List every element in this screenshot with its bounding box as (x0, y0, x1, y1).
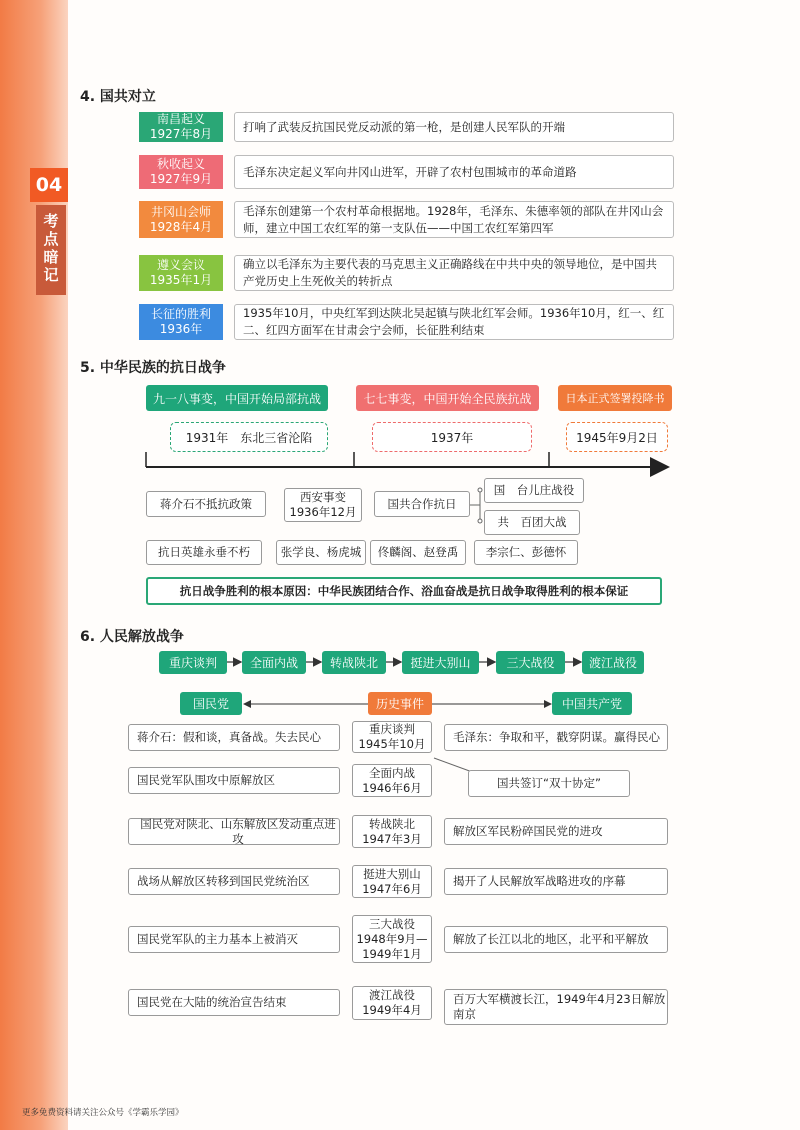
kmt-action: 战场从解放区转移到国民党统治区 (128, 868, 340, 895)
event-description: 1935年10月，中央红军到达陕北吴起镇与陕北红军会师。1936年10月，红一、红二、红四方面军在甘肃会宁会师，长征胜利结束 (234, 304, 674, 340)
chapter-title: 考点暗记 (43, 212, 59, 284)
phase-date: 1937年 (372, 422, 532, 452)
chapter-number: 04 (30, 168, 68, 202)
event-name: 秋收起义 (156, 157, 205, 171)
section-title: 6. 人民解放战争 (80, 629, 184, 645)
event-name: 长征的胜利 (150, 307, 211, 321)
kmt-action: 国民党对陕北、山东解放区发动重点进攻 (128, 818, 340, 845)
header-events: 历史事件 (368, 692, 432, 715)
note-box: 国共签订“双十协定” (468, 770, 630, 797)
event-box: 蒋介石不抵抗政策 (146, 491, 266, 517)
flow-step: 三大战役 (496, 651, 565, 674)
event-description: 毛泽东决定起义军向井冈山进军，开辟了农村包围城市的革命道路 (234, 155, 674, 189)
flow-step: 转战陕北 (322, 651, 386, 674)
flow-step: 挺进大别山 (402, 651, 479, 674)
hero-names: 李宗仁、彭德怀 (474, 540, 578, 565)
root-cause: 抗日战争胜利的根本原因：中华民族团结合作、浴血奋战是抗日战争取得胜利的根本保证 (146, 577, 662, 605)
ccp-action: 揭开了人民解放军战略进攻的序幕 (444, 868, 668, 895)
event-name: 南昌起义 (156, 112, 205, 126)
event-description: 确立以毛泽东为主要代表的马克思主义正确路线在中共中央的领导地位，是中国共产党历史上生死攸关的转折点 (234, 255, 674, 291)
event-name: 遵义会议 (156, 258, 205, 272)
flow-step: 重庆谈判 (159, 651, 227, 674)
event-box: 共 百团大战 (484, 510, 580, 535)
history-event: 三大战役 1948年9月— 1949年1月 (352, 915, 432, 963)
kmt-action: 国民党在大陆的统治宣告结束 (128, 989, 340, 1016)
ccp-action: 毛泽东：争取和平，戳穿阴谋。赢得民心 (444, 724, 668, 751)
ccp-action: 解放区军民粉碎国民党的进攻 (444, 818, 668, 845)
history-event: 渡江战役 1949年4月 (352, 986, 432, 1020)
event-date: 1927年9月 (149, 172, 213, 186)
heroes-label: 抗日英雄永垂不朽 (146, 540, 262, 565)
kmt-action: 蒋介石：假和谈，真备战。失去民心 (128, 724, 340, 751)
history-event: 全面内战 1946年6月 (352, 764, 432, 797)
section-title: 4. 国共对立 (80, 89, 156, 105)
event-date: 1935年1月 (149, 273, 213, 287)
event-box: 国 台儿庄战役 (484, 478, 584, 503)
section-title: 5. 中华民族的抗日战争 (80, 360, 226, 376)
event-date: 1928年4月 (149, 219, 213, 234)
phase-label: 七七事变，中国开始全民族抗战 (356, 385, 539, 411)
flow-step: 全面内战 (242, 651, 306, 674)
event-description: 毛泽东创建第一个农村革命根据地。1928年，毛泽东、朱德率领的部队在井冈山会师，建立中国工农红军的第一支队伍——中国工农红军第四军 (234, 201, 674, 238)
kmt-action: 国民党军队围攻中原解放区 (128, 767, 340, 794)
event-name: 井冈山会师 (150, 204, 211, 219)
event-box: 西安事变 1936年12月 (284, 488, 362, 522)
ccp-action: 解放了长江以北的地区，北平和平解放 (444, 926, 668, 953)
flow-step: 渡江战役 (582, 651, 644, 674)
phase-label: 九一八事变，中国开始局部抗战 (146, 385, 328, 411)
hero-names: 张学良、杨虎城 (276, 540, 366, 565)
phase-label: 日本正式签署投降书 (558, 385, 672, 411)
header-ccp: 中国共产党 (552, 692, 632, 715)
phase-date: 1931年 东北三省沦陷 (170, 422, 328, 452)
event-box: 国共合作抗日 (374, 491, 470, 517)
phase-date: 1945年9月2日 (566, 422, 668, 452)
kmt-action: 国民党军队的主力基本上被消灭 (128, 926, 340, 953)
event-description: 打响了武装反抗国民党反动派的第一枪，是创建人民军队的开端 (234, 112, 674, 142)
event-date: 1936年 (159, 322, 203, 336)
hero-names: 佟麟阁、赵登禹 (370, 540, 466, 565)
history-event: 转战陕北 1947年3月 (352, 815, 432, 848)
history-event: 重庆谈判 1945年10月 (352, 721, 432, 753)
header-kmt: 国民党 (180, 692, 242, 715)
history-event: 挺进大别山 1947年6月 (352, 865, 432, 898)
ccp-action: 百万大军横渡长江，1949年4月23日解放南京 (444, 989, 668, 1025)
footer-note: 更多免费资料请关注公众号《学霸乐学园》 (22, 1108, 184, 1118)
event-date: 1927年8月 (149, 127, 213, 141)
